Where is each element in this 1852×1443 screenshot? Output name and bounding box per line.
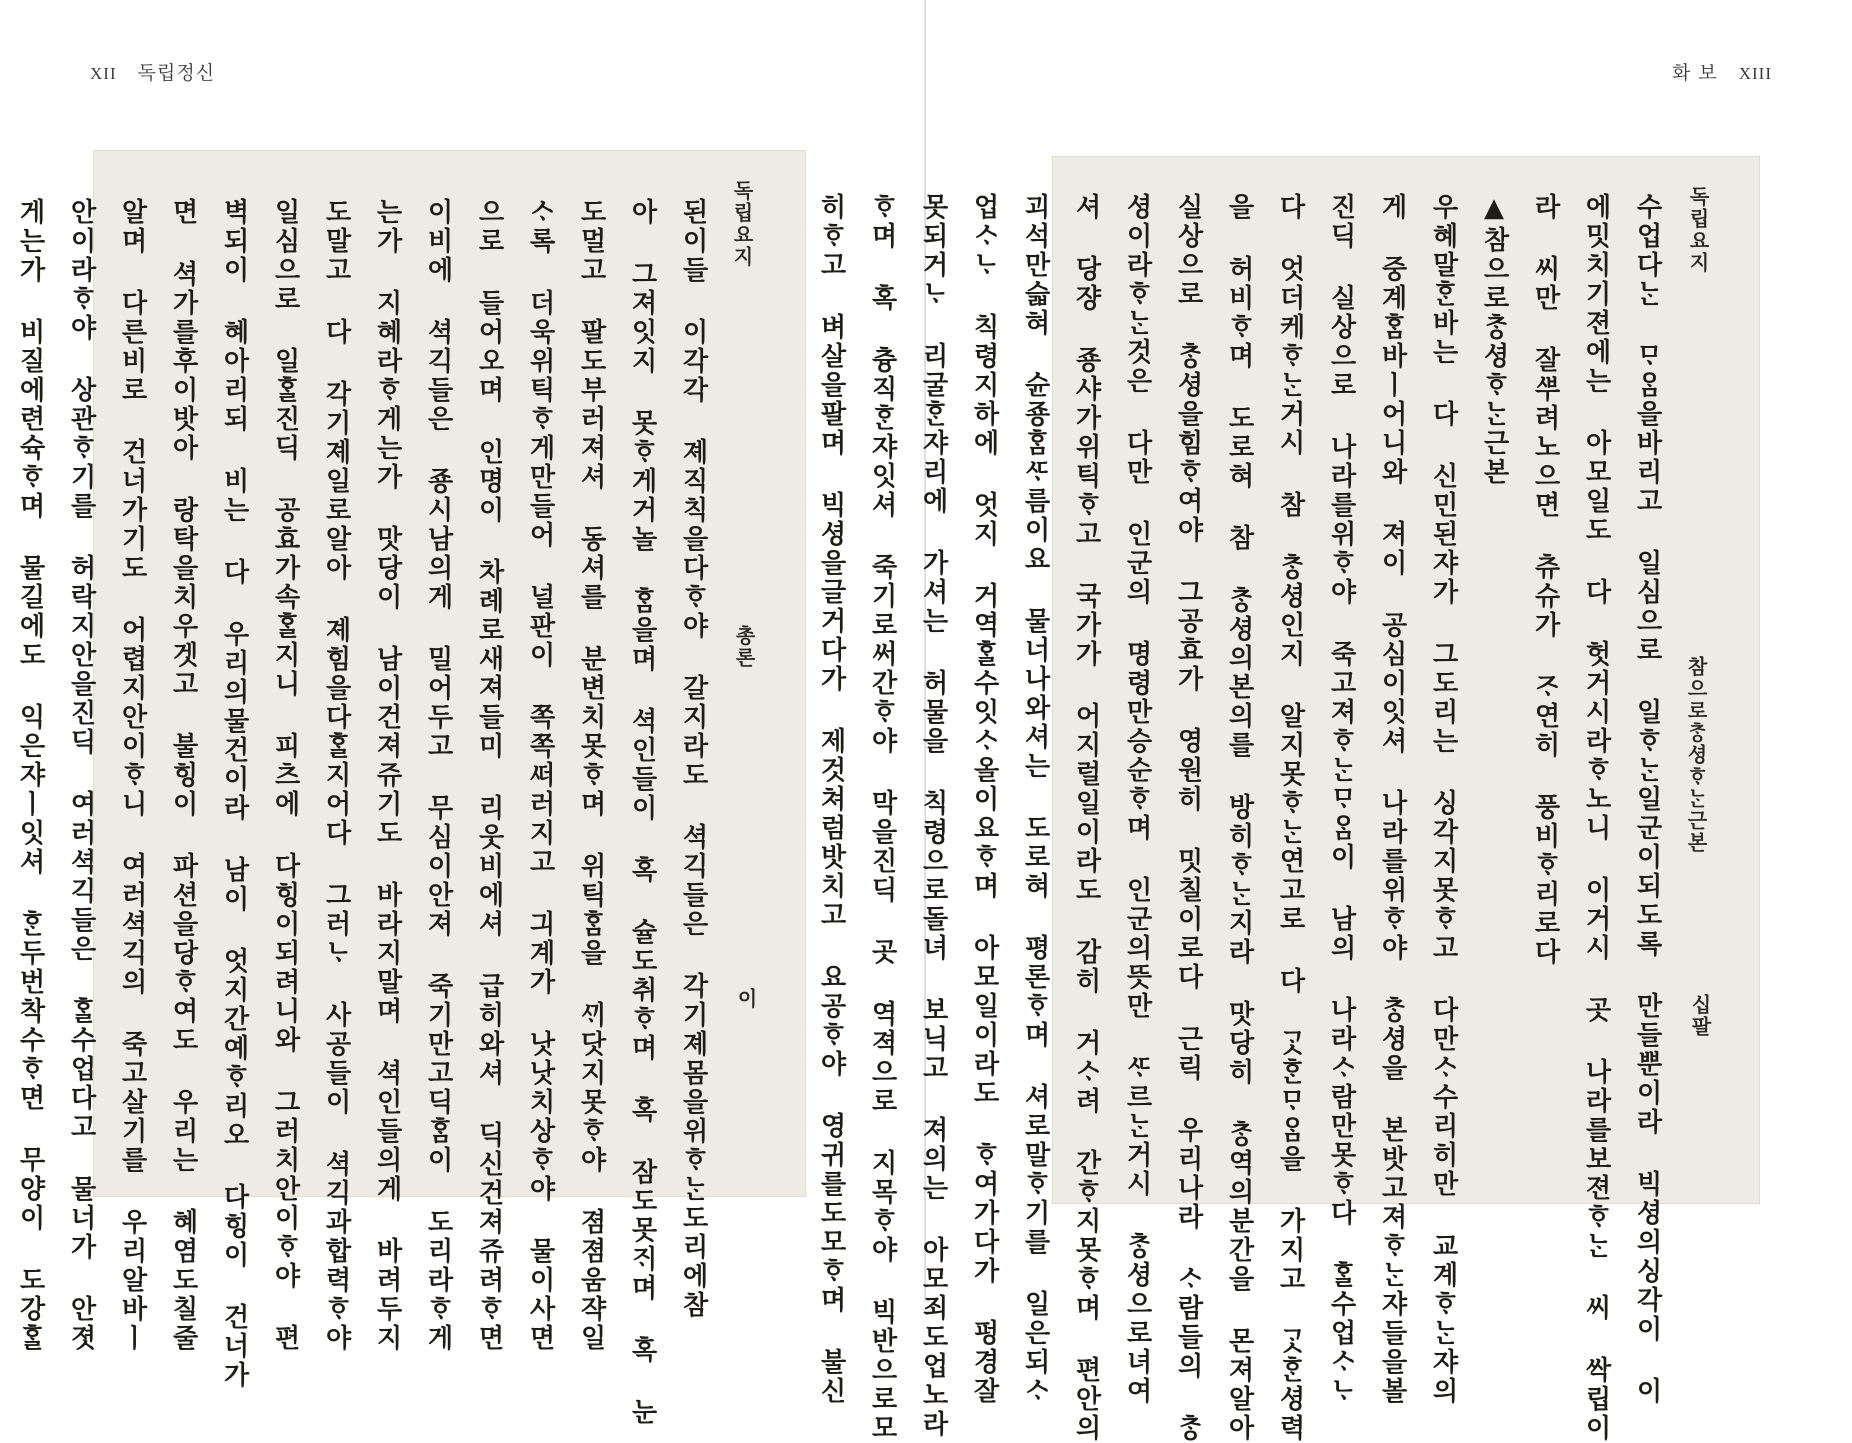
text-column: 게는가 비질에련슉ᄒᆞ며 물길에도 익은쟈ㅣ잇셔 ᄒᆞᆫ두번착수ᄒᆞ면 무양이 도강ᄒᆞᆯ: [15, 198, 45, 1353]
text-column: 셔 당쟝 죵샤가위틱ᄒᆞ고 국가가 어지럴일이라도 감히 거ᄉᆞ려 간ᄒᆞ지못ᄒᆞ며 편안의: [1071, 193, 1101, 1443]
left-plate-page-mark: 이: [734, 988, 758, 1010]
text-column: 일심으로 일ᄒᆞᆯ진딕 공효가속ᄒᆞᆯ지니 피츠에 다힝이되려니와 그러치안이ᄒᆞ야 편: [270, 198, 300, 1353]
right-plate-image: [816, 156, 1760, 1443]
text-column: 괴석만슯혀 슌죵ᄒᆞᆷᄯᆞ름이요 물너나와셔는 도로혀 평론ᄒᆞ며 셔로말ᄒᆞ기를 일은되ᄉᆞ: [1020, 193, 1050, 1406]
text-column: 아 그져잇지 못ᄒᆞ게거놀 ᄒᆞᆷ을며 셕인들이 혹 슐도취ᄒᆞ며 혹 잠도못ᄌᆡ며 혹 눈: [627, 198, 657, 1427]
text-column: ᄒᆞ며 혹 츙직ᄒᆞᆫ쟈잇셔 죽기로써간ᄒᆞ야 막을진딕 곳 역젹으로 지목ᄒᆞ야 빅반으로모: [867, 193, 897, 1443]
text-column: 라 씨만 잘ᄲᅮ려노으면 츄슈가 ᄌᆞ연히 풍비ᄒᆞ리로다: [1530, 193, 1560, 967]
left-plate-caption: 독립요지: [730, 180, 754, 268]
right-plate-caption-column: [1666, 186, 1736, 1166]
text-column: 면 셕가를후이밧아 랑탁을치우겟고 불힝이 파션을당ᄒᆞ여도 우리는 혜염도칠줄: [168, 198, 198, 1353]
left-running-head: [90, 58, 215, 85]
text-column: 게 중계ᄒᆞᆷ바ㅣ어니와 져이 공심이잇셔 나라를위ᄒᆞ야 ᄎᆞᆼ셩을 본밧고져ᄒᆞᄂᆞᆫ쟈들을볼: [1377, 193, 1407, 1406]
text-column: 벽되이 혜아리되 비는 다 우리의물건이라 남이 엇지간예ᄒᆞ리오 다힝이 건너가: [219, 198, 249, 1390]
text-column: 도말고 다 각기졔일로알아 졔힘을다ᄒᆞᆯ지어다 그러ᄂᆞ 사공들이 셕긱과합력ᄒᆞ야: [321, 198, 351, 1353]
left-plate-subtitle: 총론: [732, 625, 756, 669]
text-column: 다 엇더케ᄒᆞᄂᆞᆫ거시 참 ᄎᆞᆼ셩인지 알지못ᄒᆞᄂᆞᆫ연고로 다 ᄀᆞᆺᄒᆞᆫᄆᆞᄋᆞᆷ을 가지고 ᄀᆞᆺᄒᆞᆫ셩력: [1275, 193, 1305, 1443]
text-column: 도멀고 팔도부러져셔 동셔를 분변치못ᄒᆞ며 위틱ᄒᆞᆷ을 ᄭᆡ닷지못ᄒᆞ야 졈졈움쟉일: [576, 198, 606, 1353]
text-column: ᄉᆞ록 더욱위틱ᄒᆞ게만들어 널판이 쪽쪽ᄯᅥ러지고 긔계가 낫낫치상ᄒᆞ야 물이사면: [525, 198, 555, 1353]
text-column: 으로 들어오며 인명이 차례로새져들미 리웃비에셔 급히와셔 딕신건져쥬려ᄒᆞ면: [474, 198, 504, 1353]
right-page-number: XIII: [1738, 64, 1772, 83]
section-heading-column: ▲참으로ᄎᆞᆼ셩ᄒᆞᄂᆞᆫ근본: [1479, 193, 1509, 487]
text-column: 을 허비ᄒᆞ며 도로혀 참 ᄎᆞᆼ셩의본의를 방히ᄒᆞᄂᆞᆫ지라 맛당히 ᄎᆞᆼ역의분간을 몬져알아: [1224, 193, 1254, 1443]
left-plate-caption-column: [716, 180, 776, 1160]
text-column: 업ᄉᆞᄂᆞ 칙령지하에 엇지 거역ᄒᆞᆯ수잇ᄉᆞ올이요ᄒᆞ며 아모일이라도 ᄒᆞ여가다가 펑경잘: [969, 193, 999, 1406]
text-column: 히ᄒᆞ고 벼살을팔며 빅셩을글거다가 제것쳐럼밧치고 요공ᄒᆞ야 영귀를도모ᄒᆞ며 불신: [816, 193, 846, 1406]
text-column: 진딕 실상으로 나라를위ᄒᆞ야 죽고져ᄒᆞᄂᆞᆫᄆᆞᄋᆞᆷ이 남의 나라ᄉᆞ람만못ᄒᆞ다 ᄒᆞᆯ수업ᄉᆞᄂᆞ: [1326, 193, 1356, 1406]
right-running-title: 화 보: [1671, 62, 1718, 84]
text-column: 못되거ᄂᆞ 리굴ᄒᆞᆫ쟈리에 가셔는 허물을 칙령으로돌녀 보닉고 져의는 아모죄도업노라: [918, 193, 948, 1439]
right-running-head: [1672, 58, 1772, 85]
right-plate-page-mark: 십팔: [1688, 994, 1712, 1038]
left-running-title: 독립정신: [137, 62, 216, 84]
text-column: 이비에 셕긱들은 죵시남의게 밀어두고 무심이안져 죽기만고딕ᄒᆞᆷ이 도리라ᄒᆞ게: [423, 198, 453, 1353]
text-column: 에밋치기젼에는 아모일도 다 헛거시라ᄒᆞ노니 이거시 곳 나라를보젼ᄒᆞᄂᆞᆫ 씨 싹립이: [1581, 193, 1611, 1443]
text-column: 셩이라ᄒᆞᄂᆞᆫ것은 다만 인군의 명령만승순ᄒᆞ며 인군의뜻만 ᄯᆞ르ᄂᆞᆫ거시 ᄎᆞᆼ셩으로녀여: [1122, 193, 1152, 1406]
right-plate-text: [793, 193, 1662, 1443]
right-plate-caption: 독립요지: [1686, 186, 1710, 274]
left-page-number: XII: [90, 64, 117, 83]
text-column: 된이들 이각각 졔직칙을다ᄒᆞ야 갈지라도 셕긱들은 각기졔몸을위ᄒᆞᄂᆞᆫ도리에참: [678, 198, 708, 1320]
right-plate-subtitle: 참으로ᄎᆞᆼ셩ᄒᆞᄂᆞᆫ근본: [1684, 656, 1708, 854]
text-column: 알며 다른비로 건너가기도 어렵지안이ᄒᆞ니 여러셕긱의 죽고살기를 우리알바ㅣ: [117, 198, 147, 1353]
text-column: 실상으로 ᄎᆞᆼ셩을힘ᄒᆞ여야 그공효가 영원히 밋칠이로다 근릭 우리나라 ᄉᆞ람들의 ᄎᆞᆼ: [1173, 193, 1203, 1443]
text-column: 우혜말ᄒᆞᆫ바는 다 신민된쟈가 그도리는 싱각지못ᄒᆞ고 다만ᄉᆞ수리히만 교계ᄒᆞᄂᆞᆫ쟈의: [1428, 193, 1458, 1406]
text-column: 는가 지혜라ᄒᆞ게는가 맛당이 남이건져쥬기도 바라지말며 셕인들의게 바려두지: [372, 198, 402, 1353]
left-plate-image: [15, 150, 806, 1427]
text-column: 안이라ᄒᆞ야 상관ᄒᆞ기를 허락지안을진딕 여러셕긱들은 ᄒᆞᆯ수업다고 물너가 안졋: [66, 198, 96, 1353]
text-column: 수업다ᄂᆞᆫ ᄆᆞᄋᆞᆷ을바리고 일심으로 일ᄒᆞᄂᆞᆫ일군이되도록 만들뿐이라 빅셩의싱각이 이: [1632, 193, 1662, 1406]
left-plate-text: [0, 198, 708, 1427]
